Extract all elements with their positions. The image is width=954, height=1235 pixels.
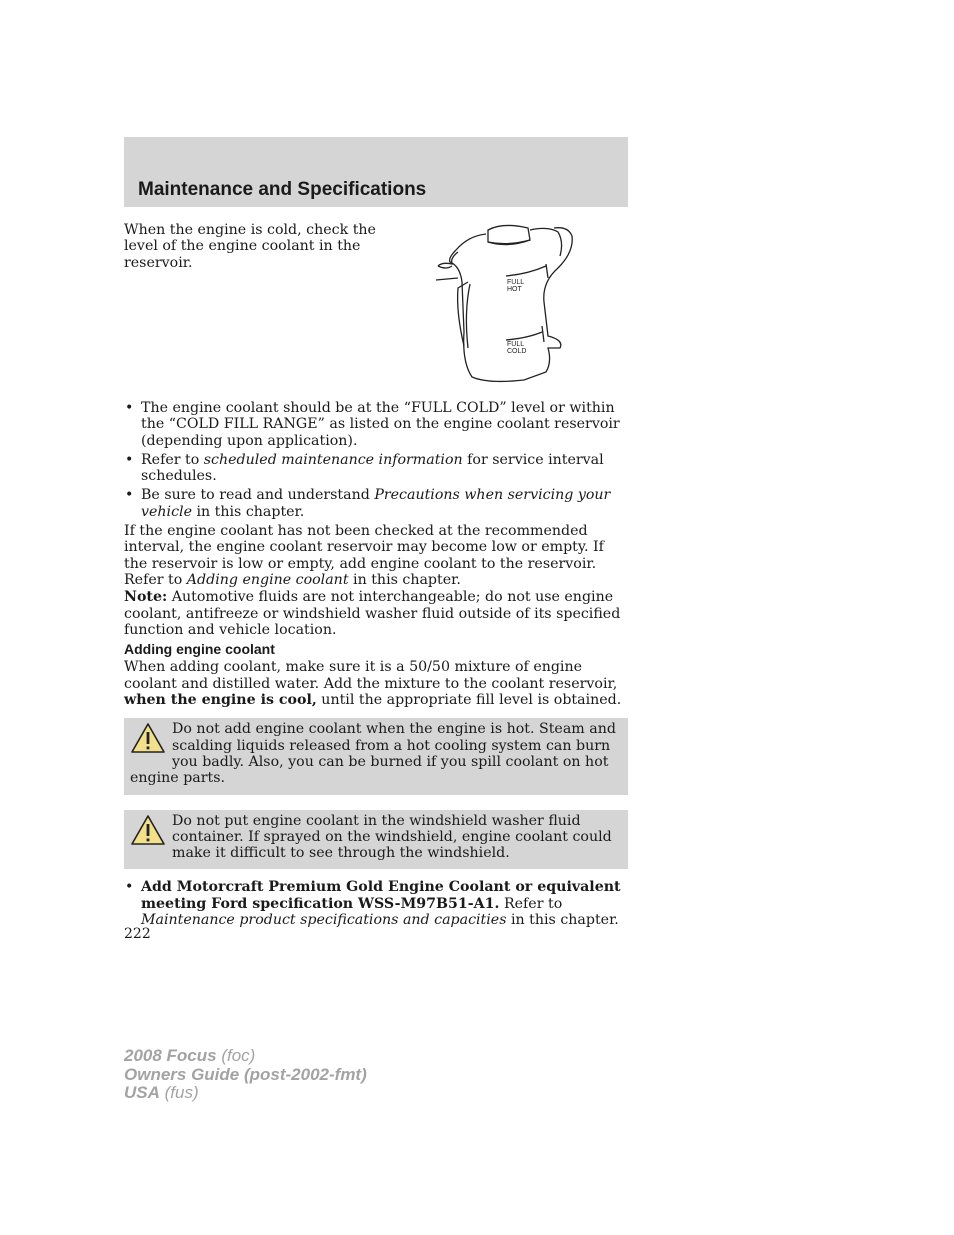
list-item: • The engine coolant should be at the “FULL COLD” level or within the “COLD FILL RANGE” as listed on the engine coolant reservoir (depending upon application).	[124, 400, 628, 449]
full-hot-label-1: FULL	[507, 279, 525, 286]
maintenance-specs-ref: Maintenance product specifications and capacities	[141, 912, 507, 929]
warning-triangle-icon	[130, 722, 168, 756]
coolant-reservoir-figure	[428, 222, 578, 387]
warning-text: Do not put engine coolant in the windshield washer fluid container. If sprayed on the windshield, engine coolant could make it difficult to see through the windshield.	[172, 812, 612, 862]
coolant-reservoir-icon	[428, 222, 578, 387]
precautions-ref: Precautions when servicing your vehicle	[141, 487, 611, 520]
full-cold-label-1: FULL	[507, 341, 525, 348]
section-heading: Adding engine coolant	[124, 641, 275, 658]
warning-box	[124, 718, 628, 794]
document-footer: 2008 Focus (foc) Owners Guide (post-2002-fmt) USA (fus)	[124, 1046, 367, 1102]
bullet-list	[124, 879, 628, 928]
note-paragraph: Note: Automotive fluids are not interchangeable; do not use engine coolant, antifreeze or windshield washer fluid outside of its specified function and vehicle location.	[124, 589, 621, 638]
main-content	[124, 400, 628, 931]
note-label: Note:	[124, 589, 168, 606]
warning-triangle-icon	[130, 814, 168, 848]
warning-box	[124, 810, 628, 870]
adding-coolant-paragraph: When adding coolant, make sure it is a 50/50 mixture of engine coolant and distilled water. Add the mixture to the coolant reservoir, when the engine is cool, until the appropriate fill level is obtained.	[124, 659, 622, 709]
adding-coolant-ref: Adding engine coolant	[186, 571, 349, 588]
warning-text: Do not add engine coolant when the engine is hot. Steam and scalding liquids released from a hot cooling system can burn you badly. Also, you can be burned if you spill coolant on hot engine parts.	[130, 721, 616, 787]
scheduled-maintenance-ref: scheduled maintenance information	[203, 451, 463, 468]
page-number: 222	[124, 926, 151, 942]
full-hot-label-2: HOT	[507, 286, 522, 293]
section-header	[124, 137, 628, 207]
list-item: • Be sure to read and understand Precautions when servicing your vehicle in this chapter.	[124, 487, 628, 520]
coolant-check-paragraph: If the engine coolant has not been checked at the recommended interval, the engine coolant reservoir may become low or empty. If the reservoir is low or empty, add engine coolant to the reservoir. Refer to Adding engine coolant in this chapter.	[124, 523, 604, 588]
list-item: • Refer to scheduled maintenance information for service interval schedules.	[124, 452, 628, 485]
list-item: • Add Motorcraft Premium Gold Engine Coolant or equivalent meeting Ford specification WSS-M97B51-A1. Refer to Maintenance product specifications and capacities in this chapter.	[124, 879, 628, 928]
intro-text: When the engine is cold, check the level of the engine coolant in the reservoir.	[124, 222, 376, 271]
bullet-list	[124, 400, 628, 520]
page-title: Maintenance and Specifications	[138, 179, 427, 200]
full-cold-label-2: COLD	[507, 348, 527, 355]
